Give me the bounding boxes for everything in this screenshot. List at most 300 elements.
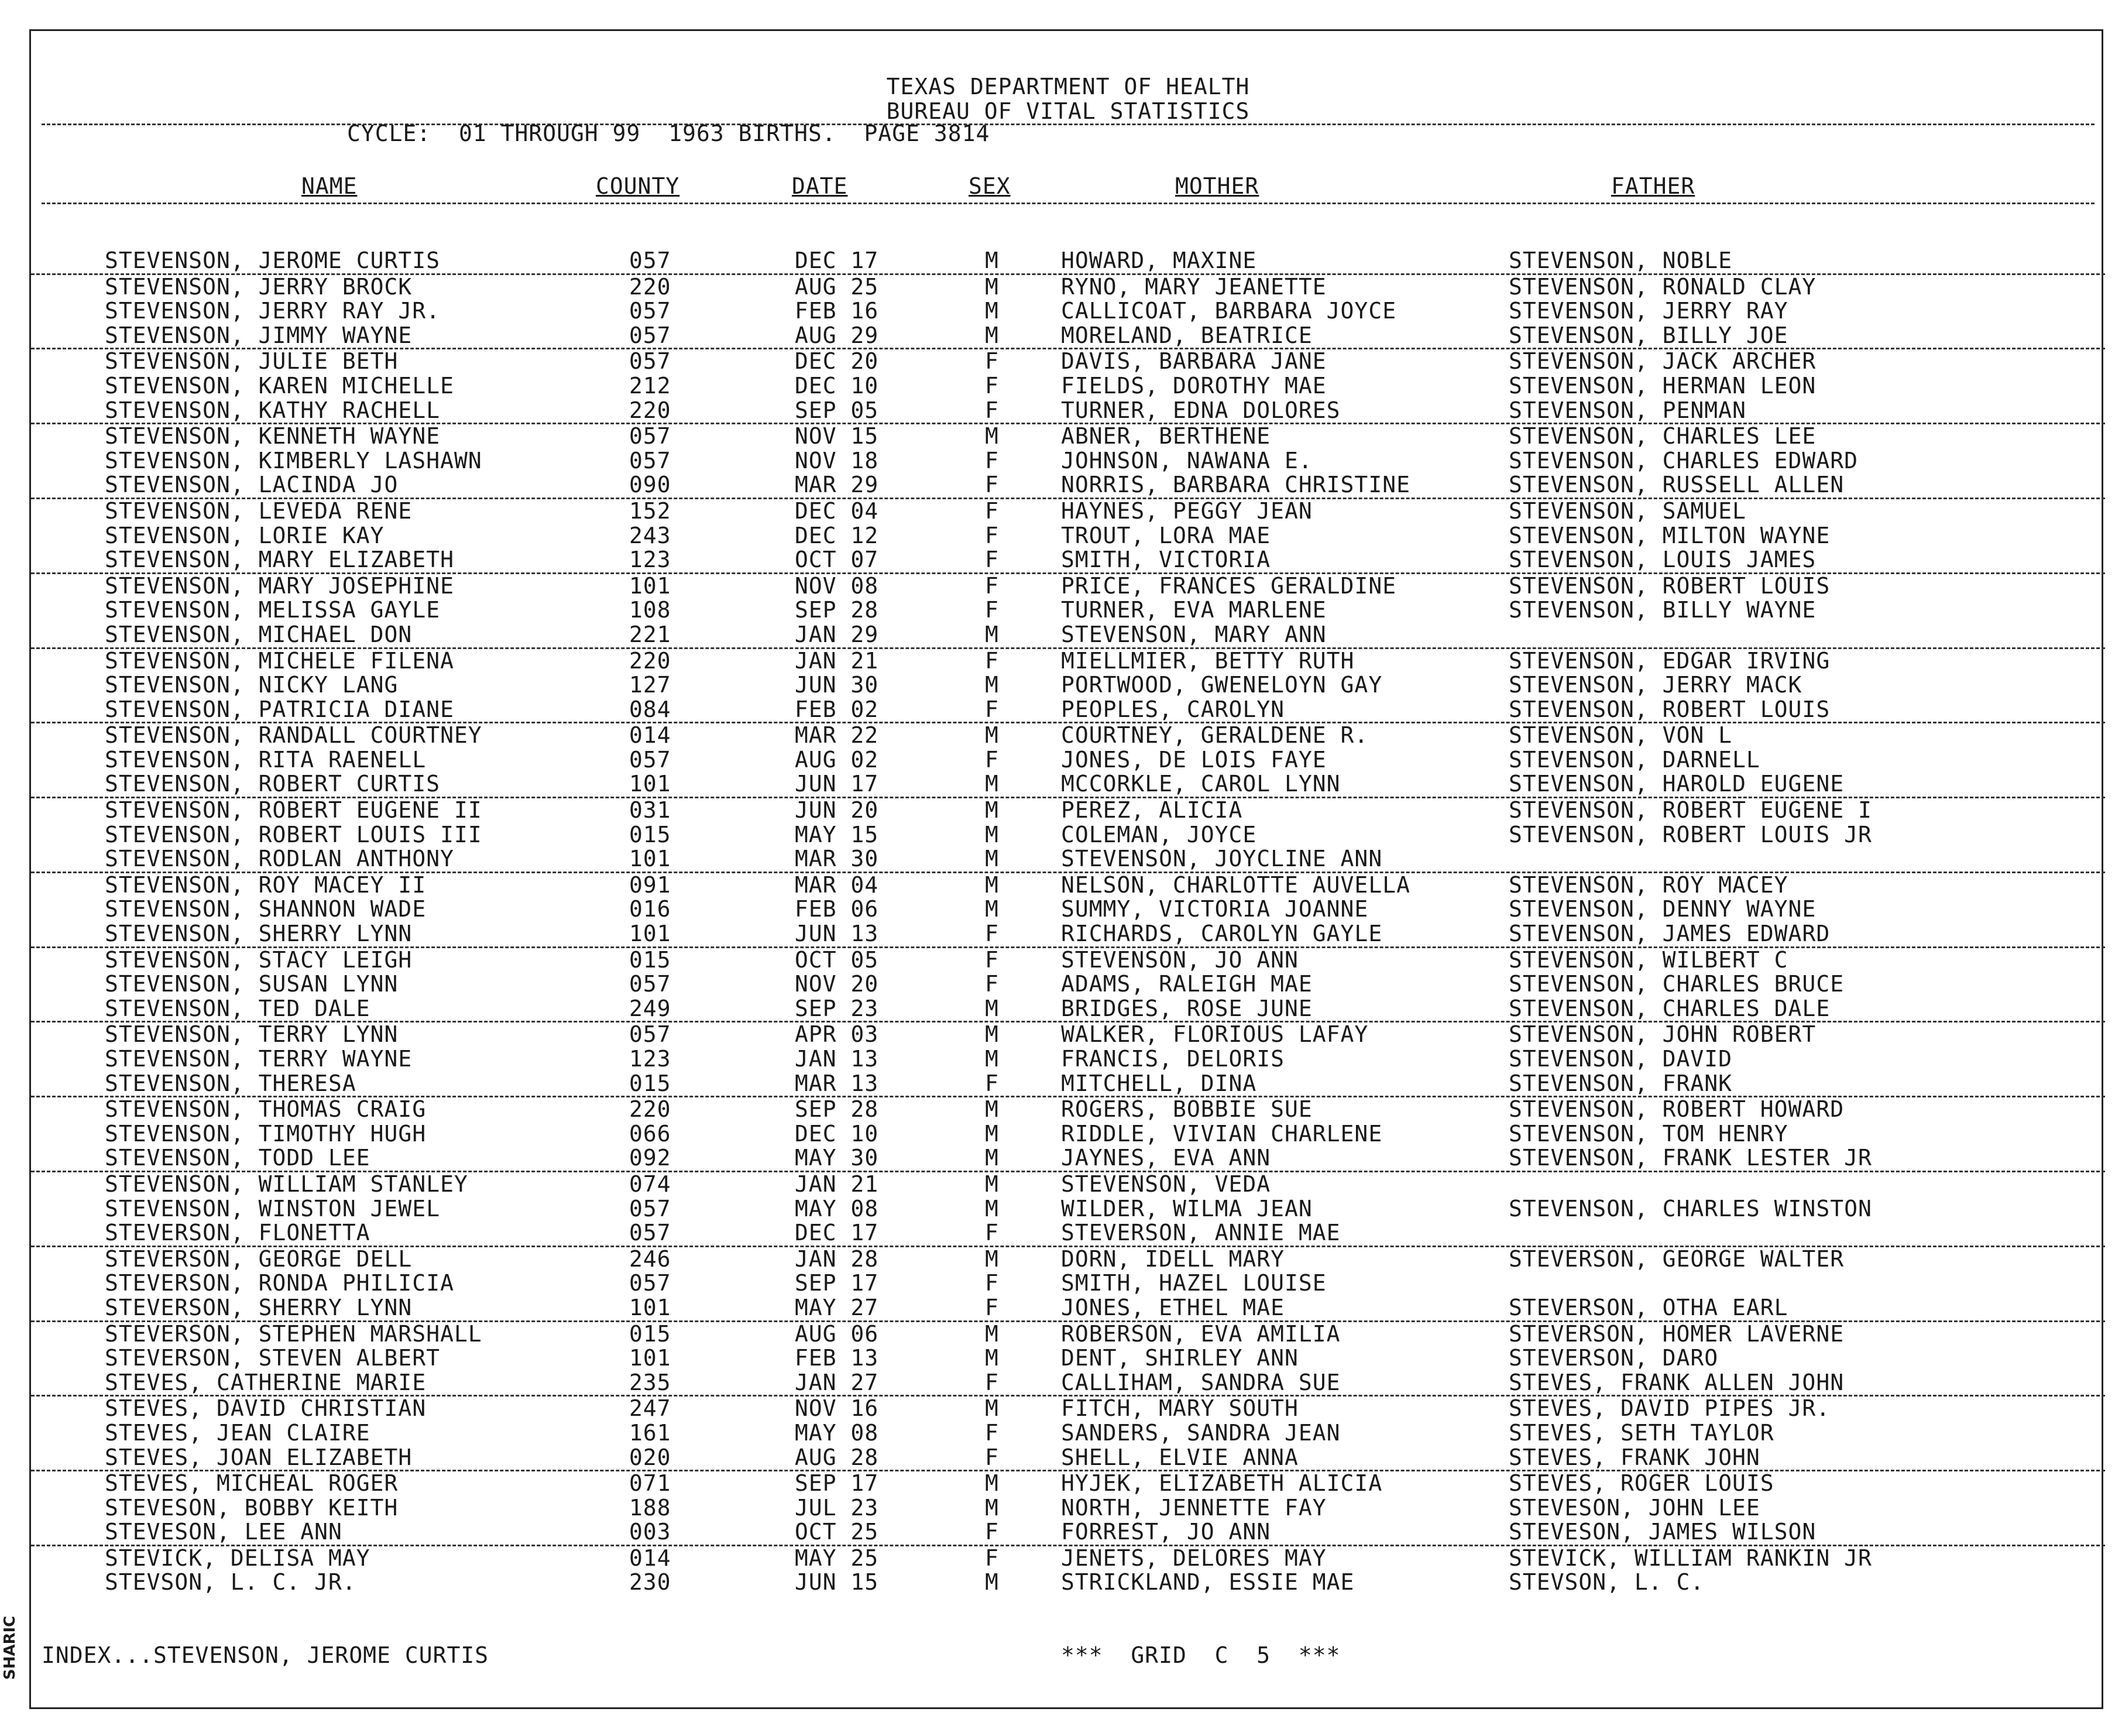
- cell-mother: CALLIHAM, SANDRA SUE: [1061, 1369, 1341, 1395]
- cell-mother: RIDDLE, VIVIAN CHARLENE: [1061, 1120, 1383, 1147]
- cell-mother: RICHARDS, CAROLYN GAYLE: [1061, 921, 1383, 947]
- cell-mother: TURNER, EVA MARLENE: [1061, 597, 1327, 623]
- cell-sex: M: [985, 1145, 999, 1171]
- table-row: [31, 1172, 2105, 1197]
- cell-sex: M: [985, 273, 999, 300]
- table-row: [31, 1271, 2105, 1296]
- cell-date: MAR 04: [795, 872, 879, 898]
- cell-county: 188: [629, 1494, 671, 1521]
- cell-father: STEVERSON, DARO: [1509, 1345, 1719, 1371]
- cell-date: SEP 28: [795, 1096, 879, 1123]
- cell-sex: F: [985, 1270, 999, 1296]
- cell-mother: NORTH, JENNETTE FAY: [1061, 1494, 1327, 1521]
- cell-county: 057: [629, 348, 671, 375]
- cell-sex: F: [985, 1444, 999, 1470]
- cell-county: 101: [629, 1294, 671, 1320]
- cell-sex: M: [985, 1171, 999, 1197]
- cell-county: 127: [629, 672, 671, 698]
- cell-county: 249: [629, 995, 671, 1021]
- cell-sex: M: [985, 1494, 999, 1521]
- cell-date: DEC 20: [795, 348, 879, 375]
- table-row: [31, 524, 2105, 548]
- cell-sex: F: [985, 447, 999, 474]
- column-header-mother: MOTHER: [1175, 173, 1259, 199]
- cell-father: STEVENSON, VON L: [1509, 722, 1733, 749]
- cell-date: JAN 13: [795, 1046, 879, 1072]
- cell-father: STEVENSON, BILLY WAYNE: [1509, 597, 1817, 623]
- cell-name: STEVENSON, KATHY RACHELL: [105, 397, 441, 423]
- cell-date: JUL 23: [795, 1494, 879, 1521]
- cell-name: STEVENSON, MARY ELIZABETH: [105, 547, 454, 573]
- cell-sex: M: [985, 621, 999, 647]
- cell-name: STEVENSON, SHERRY LYNN: [105, 921, 413, 947]
- cell-name: STEVERSON, RONDA PHILICIA: [105, 1270, 454, 1296]
- cell-name: STEVENSON, KENNETH WAYNE: [105, 423, 441, 450]
- cell-name: STEVENSON, PATRICIA DIANE: [105, 696, 454, 722]
- cell-date: DEC 17: [795, 248, 879, 273]
- cell-county: 015: [629, 1070, 671, 1096]
- cell-name: STEVERSON, STEVEN ALBERT: [105, 1345, 441, 1371]
- table-row: [31, 249, 2105, 275]
- cell-father: STEVENSON, ROBERT EUGENE I: [1509, 797, 1872, 824]
- cell-mother: MITCHELL, DINA: [1061, 1070, 1257, 1096]
- column-header-name: NAME: [301, 173, 358, 199]
- cell-county: 014: [629, 1545, 671, 1571]
- cell-name: STEVES, DAVID CHRISTIAN: [105, 1395, 427, 1422]
- cell-name: STEVENSON, STACY LEIGH: [105, 946, 413, 973]
- cell-date: NOV 15: [795, 423, 879, 450]
- cell-mother: STRICKLAND, ESSIE MAE: [1061, 1569, 1355, 1596]
- cell-mother: MORELAND, BEATRICE: [1061, 322, 1313, 348]
- cell-sex: M: [985, 1246, 999, 1272]
- cell-mother: HAYNES, PEGGY JEAN: [1061, 498, 1313, 524]
- table-row: [31, 1546, 2105, 1571]
- table-row: [31, 972, 2105, 997]
- cell-county: 015: [629, 946, 671, 973]
- cell-date: MAY 30: [795, 1145, 879, 1171]
- table-row: [31, 823, 2105, 848]
- cell-county: 057: [629, 746, 671, 773]
- cell-sex: M: [985, 846, 999, 872]
- cell-date: NOV 20: [795, 971, 879, 997]
- cell-father: STEVENSON, RONALD CLAY: [1509, 273, 1817, 300]
- table-row: [31, 897, 2105, 922]
- cell-name: STEVENSON, JERRY RAY JR.: [105, 298, 441, 324]
- table-row: [31, 723, 2105, 748]
- cell-sex: M: [985, 872, 999, 898]
- cell-county: 092: [629, 1145, 671, 1171]
- cell-county: 101: [629, 771, 671, 797]
- cell-county: 220: [629, 273, 671, 300]
- cell-county: 014: [629, 722, 671, 749]
- cell-county: 057: [629, 971, 671, 997]
- cell-sex: M: [985, 995, 999, 1021]
- cell-name: STEVENSON, MELISSA GAYLE: [105, 597, 441, 623]
- cell-name: STEVENSON, RANDALL COURTNEY: [105, 722, 482, 749]
- cell-county: 074: [629, 1171, 671, 1197]
- cell-county: 031: [629, 797, 671, 824]
- table-row: [31, 798, 2105, 823]
- cell-date: DEC 17: [795, 1220, 879, 1246]
- cell-date: AUG 06: [795, 1320, 879, 1347]
- cell-name: STEVENSON, ROBERT CURTIS: [105, 771, 441, 797]
- cell-county: 057: [629, 298, 671, 324]
- cell-county: 084: [629, 696, 671, 722]
- cell-mother: JENETS, DELORES MAY: [1061, 1545, 1327, 1571]
- cell-sex: M: [985, 1120, 999, 1147]
- cell-mother: HYJEK, ELIZABETH ALICIA: [1061, 1470, 1383, 1497]
- cell-name: STEVENSON, ROBERT EUGENE II: [105, 797, 482, 824]
- cell-date: AUG 02: [795, 746, 879, 773]
- table-row: [31, 948, 2105, 973]
- cell-father: STEVENSON, LOUIS JAMES: [1509, 547, 1817, 573]
- cell-name: STEVESON, BOBBY KEITH: [105, 1494, 399, 1521]
- cell-mother: PRICE, FRANCES GERALDINE: [1061, 572, 1397, 599]
- cell-father: STEVENSON, FRANK LESTER JR: [1509, 1145, 1872, 1171]
- cell-date: JAN 27: [795, 1369, 879, 1395]
- table-row: [31, 324, 2105, 350]
- cell-date: SEP 17: [795, 1270, 879, 1296]
- cell-mother: JONES, DE LOIS FAYE: [1061, 746, 1327, 773]
- table-row: [31, 1072, 2105, 1098]
- cell-name: STEVENSON, JEROME CURTIS: [105, 248, 441, 273]
- cell-mother: STEVENSON, MARY ANN: [1061, 621, 1327, 647]
- cell-date: MAY 08: [795, 1419, 879, 1446]
- cell-sex: M: [985, 1470, 999, 1497]
- cell-date: FEB 06: [795, 896, 879, 922]
- cell-date: DEC 10: [795, 1120, 879, 1147]
- cell-father: STEVENSON, JERRY RAY: [1509, 298, 1788, 324]
- cell-county: 071: [629, 1470, 671, 1497]
- table-row: [31, 424, 2105, 449]
- cell-sex: F: [985, 498, 999, 524]
- cell-mother: JONES, ETHEL MAE: [1061, 1294, 1285, 1320]
- cell-father: STEVENSON, JOHN ROBERT: [1509, 1021, 1817, 1048]
- cell-sex: M: [985, 1395, 999, 1422]
- cell-county: 003: [629, 1519, 671, 1545]
- cell-county: 057: [629, 447, 671, 474]
- cell-father: STEVENSON, FRANK: [1509, 1070, 1733, 1096]
- cell-sex: F: [985, 1070, 999, 1096]
- table-row: [31, 1023, 2105, 1047]
- cell-name: STEVENSON, ROY MACEY II: [105, 872, 427, 898]
- cell-date: FEB 13: [795, 1345, 879, 1371]
- cell-mother: WALKER, FLORIOUS LAFAY: [1061, 1021, 1369, 1048]
- cell-county: 101: [629, 846, 671, 872]
- cell-father: STEVERSON, OTHA EARL: [1509, 1294, 1788, 1320]
- bureau-title: BUREAU OF VITAL STATISTICS: [886, 98, 1250, 124]
- cell-father: STEVES, SETH TAYLOR: [1509, 1419, 1774, 1446]
- cell-county: 057: [629, 248, 671, 273]
- cell-name: STEVENSON, JULIE BETH: [105, 348, 399, 375]
- cell-sex: F: [985, 372, 999, 399]
- cell-mother: FORREST, JO ANN: [1061, 1519, 1271, 1545]
- cell-name: STEVENSON, TODD LEE: [105, 1145, 370, 1171]
- cell-mother: STEVENSON, VEDA: [1061, 1171, 1271, 1197]
- table-row: [31, 349, 2105, 374]
- cell-sex: M: [985, 1320, 999, 1347]
- cell-date: OCT 05: [795, 946, 879, 973]
- cell-name: STEVENSON, TIMOTHY HUGH: [105, 1120, 427, 1147]
- cell-sex: M: [985, 771, 999, 797]
- cell-county: 057: [629, 322, 671, 348]
- cell-date: JUN 13: [795, 921, 879, 947]
- table-row: [31, 473, 2105, 499]
- cell-name: STEVENSON, JIMMY WAYNE: [105, 322, 413, 348]
- cell-mother: FRANCIS, DELORIS: [1061, 1046, 1285, 1072]
- cell-name: STEVERSON, STEPHEN MARSHALL: [105, 1320, 482, 1347]
- cell-name: STEVENSON, WINSTON JEWEL: [105, 1195, 441, 1222]
- cell-date: MAY 15: [795, 821, 879, 848]
- cell-name: STEVICK, DELISA MAY: [105, 1545, 370, 1571]
- table-row: [31, 772, 2105, 798]
- cell-county: 235: [629, 1369, 671, 1395]
- cell-mother: SMITH, VICTORIA: [1061, 547, 1271, 573]
- cell-father: STEVENSON, CHARLES EDWARD: [1509, 447, 1858, 474]
- table-row: [31, 1520, 2105, 1546]
- cell-name: STEVENSON, KIMBERLY LASHAWN: [105, 447, 482, 474]
- cell-father: STEVES, DAVID PIPES JR.: [1509, 1395, 1831, 1422]
- cell-name: STEVENSON, SHANNON WADE: [105, 896, 427, 922]
- cell-father: STEVERSON, GEORGE WALTER: [1509, 1246, 1845, 1272]
- cell-mother: SUMMY, VICTORIA JOANNE: [1061, 896, 1369, 922]
- cell-county: 161: [629, 1419, 671, 1446]
- cell-sex: F: [985, 946, 999, 973]
- cell-name: STEVENSON, TERRY WAYNE: [105, 1046, 413, 1072]
- cell-date: APR 03: [795, 1021, 879, 1048]
- cell-county: 220: [629, 647, 671, 674]
- cell-name: STEVENSON, RODLAN ANTHONY: [105, 846, 454, 872]
- column-header-county: COUNTY: [596, 173, 680, 199]
- cell-sex: M: [985, 248, 999, 273]
- cell-sex: M: [985, 1345, 999, 1371]
- cell-county: 123: [629, 547, 671, 573]
- cycle-line: CYCLE: 01 THROUGH 99 1963 BIRTHS. PAGE 3814: [347, 121, 990, 146]
- table-row: [31, 1122, 2105, 1147]
- table-row: [31, 548, 2105, 574]
- cell-county: 230: [629, 1569, 671, 1596]
- cell-mother: SMITH, HAZEL LOUISE: [1061, 1270, 1327, 1296]
- cell-mother: HOWARD, MAXINE: [1061, 248, 1257, 273]
- cell-county: 020: [629, 1444, 671, 1470]
- cell-name: STEVES, MICHEAL ROGER: [105, 1470, 399, 1497]
- table-row: [31, 449, 2105, 474]
- table-row: [31, 1371, 2105, 1397]
- table-row: [31, 649, 2105, 674]
- cell-county: 091: [629, 872, 671, 898]
- table-row: [31, 1471, 2105, 1496]
- cell-date: JAN 21: [795, 647, 879, 674]
- cell-name: STEVENSON, THERESA: [105, 1070, 356, 1096]
- cell-sex: F: [985, 547, 999, 573]
- cell-sex: F: [985, 348, 999, 375]
- cell-date: JAN 29: [795, 621, 879, 647]
- cell-mother: ROGERS, BOBBIE SUE: [1061, 1096, 1313, 1123]
- table-row: [31, 374, 2105, 399]
- cell-father: STEVENSON, ROY MACEY: [1509, 872, 1788, 898]
- table-row: [31, 1397, 2105, 1421]
- cell-sex: M: [985, 797, 999, 824]
- cell-sex: M: [985, 722, 999, 749]
- cell-name: STEVENSON, TERRY LYNN: [105, 1021, 399, 1048]
- cell-mother: JAYNES, EVA ANN: [1061, 1145, 1271, 1171]
- cell-mother: BRIDGES, ROSE JUNE: [1061, 995, 1313, 1021]
- table-row: [31, 275, 2105, 300]
- cell-father: STEVENSON, NOBLE: [1509, 248, 1733, 273]
- cell-county: 247: [629, 1395, 671, 1422]
- cell-father: STEVESON, JOHN LEE: [1509, 1494, 1760, 1521]
- cell-name: STEVENSON, ROBERT LOUIS III: [105, 821, 482, 848]
- cell-date: FEB 02: [795, 696, 879, 722]
- table-row: [31, 1221, 2105, 1247]
- cell-name: STEVENSON, MICHELE FILENA: [105, 647, 454, 674]
- table-row: [31, 1296, 2105, 1322]
- cell-county: 057: [629, 1270, 671, 1296]
- cell-county: 101: [629, 921, 671, 947]
- cell-date: NOV 16: [795, 1395, 879, 1422]
- column-header-father: FATHER: [1611, 173, 1695, 199]
- cell-name: STEVENSON, LORIE KAY: [105, 522, 384, 548]
- cell-name: STEVERSON, SHERRY LYNN: [105, 1294, 413, 1320]
- cell-date: DEC 04: [795, 498, 879, 524]
- cell-name: STEVERSON, GEORGE DELL: [105, 1246, 413, 1272]
- cell-father: STEVES, FRANK JOHN: [1509, 1444, 1760, 1470]
- cell-date: SEP 17: [795, 1470, 879, 1497]
- table-row: [31, 299, 2105, 324]
- table-row: [31, 1197, 2105, 1222]
- cell-father: STEVENSON, HAROLD EUGENE: [1509, 771, 1845, 797]
- table-row: [31, 598, 2105, 623]
- cell-date: JUN 15: [795, 1569, 879, 1596]
- cell-father: STEVICK, WILLIAM RANKIN JR: [1509, 1545, 1872, 1571]
- cell-name: STEVENSON, LEVEDA RENE: [105, 498, 413, 524]
- table-row: [31, 1446, 2105, 1472]
- cell-date: MAY 27: [795, 1294, 879, 1320]
- cell-mother: WILDER, WILMA JEAN: [1061, 1195, 1313, 1222]
- cell-sex: F: [985, 921, 999, 947]
- table-row: [31, 922, 2105, 948]
- cell-father: STEVENSON, ROBERT LOUIS: [1509, 696, 1831, 722]
- cell-mother: COURTNEY, GERALDENE R.: [1061, 722, 1369, 749]
- cell-name: STEVENSON, RITA RAENELL: [105, 746, 427, 773]
- cell-county: 152: [629, 498, 671, 524]
- cell-father: STEVENSON, CHARLES WINSTON: [1509, 1195, 1872, 1222]
- cell-county: 057: [629, 423, 671, 450]
- cell-sex: F: [985, 1369, 999, 1395]
- cell-sex: F: [985, 696, 999, 722]
- cell-name: STEVES, JOAN ELIZABETH: [105, 1444, 413, 1470]
- grid-marker: *** GRID C 5 ***: [1061, 1642, 1341, 1668]
- cell-date: NOV 18: [795, 447, 879, 474]
- cell-name: STEVENSON, SUSAN LYNN: [105, 971, 399, 997]
- side-label: SHARIC: [1, 1615, 19, 1680]
- table-row: [31, 1346, 2105, 1371]
- department-title: TEXAS DEPARTMENT OF HEALTH: [886, 74, 1250, 100]
- cell-date: MAY 25: [795, 1545, 879, 1571]
- cell-sex: M: [985, 298, 999, 324]
- column-header-date: DATE: [792, 173, 848, 199]
- cell-county: 220: [629, 1096, 671, 1123]
- cell-county: 016: [629, 896, 671, 922]
- cell-county: 057: [629, 1220, 671, 1246]
- cell-date: AUG 28: [795, 1444, 879, 1470]
- cell-date: JAN 28: [795, 1246, 879, 1272]
- cell-name: STEVERSON, FLONETTA: [105, 1220, 370, 1246]
- cell-date: JAN 21: [795, 1171, 879, 1197]
- column-header-sex: SEX: [969, 173, 1011, 199]
- cell-sex: F: [985, 971, 999, 997]
- cell-father: STEVENSON, ROBERT LOUIS JR: [1509, 821, 1872, 848]
- cell-father: STEVENSON, MILTON WAYNE: [1509, 522, 1831, 548]
- cell-sex: M: [985, 1046, 999, 1072]
- cell-mother: ROBERSON, EVA AMILIA: [1061, 1320, 1341, 1347]
- cell-sex: M: [985, 821, 999, 848]
- cell-sex: F: [985, 1545, 999, 1571]
- cell-county: 220: [629, 397, 671, 423]
- cell-sex: F: [985, 746, 999, 773]
- records-table: [31, 249, 2105, 1595]
- cell-date: SEP 28: [795, 597, 879, 623]
- cell-father: STEVENSON, JACK ARCHER: [1509, 348, 1817, 375]
- cell-father: STEVESON, JAMES WILSON: [1509, 1519, 1817, 1545]
- cell-county: 057: [629, 1195, 671, 1222]
- cell-father: STEVSON, L. C.: [1509, 1569, 1705, 1596]
- cell-sex: M: [985, 1021, 999, 1048]
- index-line: INDEX...STEVENSON, JEROME CURTIS: [42, 1642, 489, 1668]
- cell-mother: MIELLMIER, BETTY RUTH: [1061, 647, 1355, 674]
- cell-mother: SHELL, ELVIE ANNA: [1061, 1444, 1299, 1470]
- cell-sex: M: [985, 1569, 999, 1596]
- cell-name: STEVENSON, THOMAS CRAIG: [105, 1096, 427, 1123]
- cell-father: STEVENSON, JAMES EDWARD: [1509, 921, 1831, 947]
- cell-date: DEC 12: [795, 522, 879, 548]
- cell-name: STEVSON, L. C. JR.: [105, 1569, 356, 1596]
- cell-mother: ADAMS, RALEIGH MAE: [1061, 971, 1313, 997]
- cell-father: STEVENSON, PENMAN: [1509, 397, 1746, 423]
- cell-mother: STEVENSON, JOYCLINE ANN: [1061, 846, 1383, 872]
- cell-mother: JOHNSON, NAWANA E.: [1061, 447, 1313, 474]
- cell-sex: M: [985, 672, 999, 698]
- cell-father: STEVENSON, BILLY JOE: [1509, 322, 1788, 348]
- cell-sex: F: [985, 572, 999, 599]
- cell-father: STEVENSON, SAMUEL: [1509, 498, 1746, 524]
- cell-sex: F: [985, 597, 999, 623]
- cell-mother: ABNER, BERTHENE: [1061, 423, 1271, 450]
- table-row: [31, 1047, 2105, 1072]
- cell-sex: F: [985, 472, 999, 498]
- table-row: [31, 698, 2105, 724]
- table-row: [31, 847, 2105, 873]
- cell-father: STEVENSON, JERRY MACK: [1509, 672, 1802, 698]
- cell-sex: M: [985, 423, 999, 450]
- cell-date: JUN 20: [795, 797, 879, 824]
- cell-county: 108: [629, 597, 671, 623]
- table-row: [31, 1496, 2105, 1521]
- cell-father: STEVENSON, DAVID: [1509, 1046, 1733, 1072]
- cell-mother: PEOPLES, CAROLYN: [1061, 696, 1285, 722]
- cell-mother: FIELDS, DOROTHY MAE: [1061, 372, 1327, 399]
- cell-sex: M: [985, 322, 999, 348]
- cell-father: STEVERSON, HOMER LAVERNE: [1509, 1320, 1845, 1347]
- cell-county: 221: [629, 621, 671, 647]
- cell-father: STEVENSON, TOM HENRY: [1509, 1120, 1788, 1147]
- cell-father: STEVES, ROGER LOUIS: [1509, 1470, 1774, 1497]
- cell-sex: F: [985, 1419, 999, 1446]
- cell-mother: DENT, SHIRLEY ANN: [1061, 1345, 1299, 1371]
- cell-father: STEVENSON, DENNY WAYNE: [1509, 896, 1817, 922]
- cell-mother: COLEMAN, JOYCE: [1061, 821, 1257, 848]
- table-row: [31, 997, 2105, 1023]
